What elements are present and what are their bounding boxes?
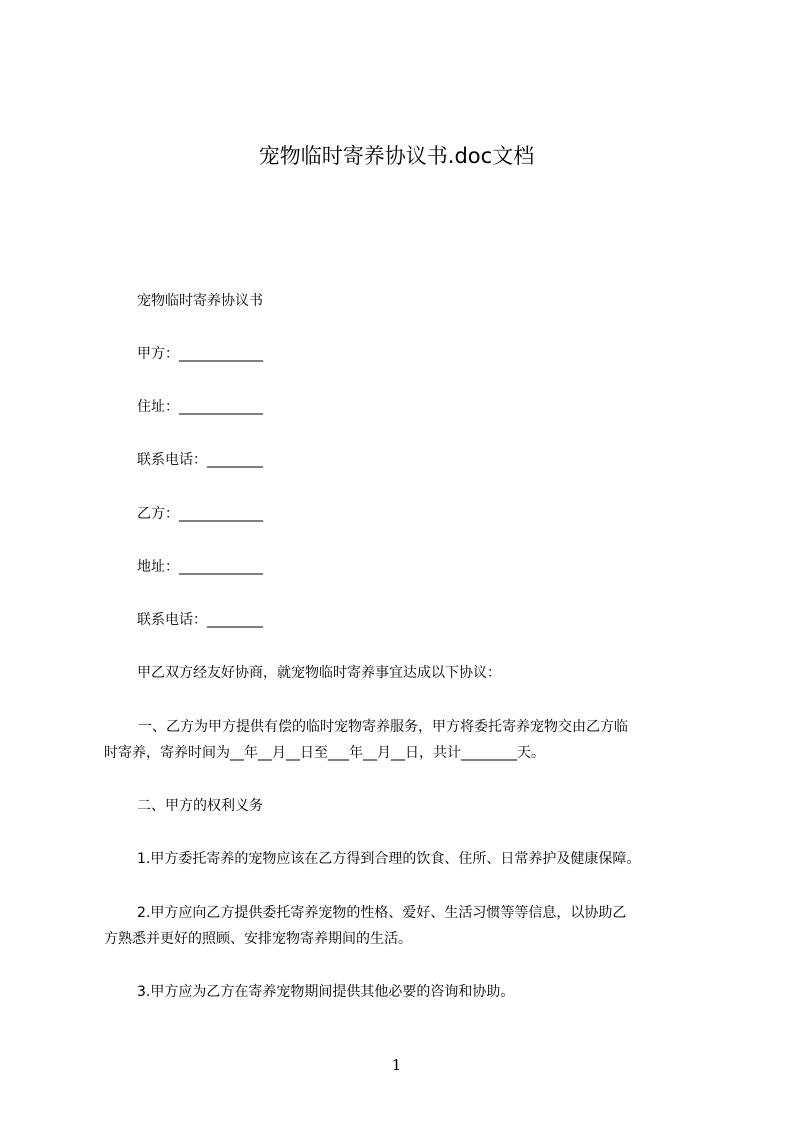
phone-b-field: 联系电话：________ — [137, 612, 263, 628]
party-a-field: 甲方：____________ — [137, 346, 263, 362]
address-a-field: 住址：____________ — [137, 399, 263, 415]
section-2-heading: 二、甲方的权利义务 — [137, 798, 263, 814]
clause-1-line-2: 时寄养，寄养时间为__年__月__日至___年__月__日，共计________天。 — [104, 745, 545, 761]
intro-paragraph: 甲乙双方经友好协商，就宠物临时寄养事宜达成以下协议： — [137, 665, 501, 681]
section-2-item-2-line-1: 2.甲方应向乙方提供委托寄养宠物的性格、爱好、生活习惯等等信息，以协助乙 — [137, 905, 627, 921]
phone-a-field: 联系电话：________ — [137, 452, 263, 468]
section-2-item-3: 3.甲方应为乙方在寄养宠物期间提供其他必要的咨询和协助。 — [137, 984, 515, 1000]
section-2-item-2-line-2: 方熟悉并更好的照顾、安排宠物寄养期间的生活。 — [104, 931, 412, 947]
document-title: 宠物临时寄养协议书.doc文档 — [258, 144, 535, 168]
agreement-heading: 宠物临时寄养协议书 — [137, 293, 263, 309]
address-b-field: 地址：____________ — [137, 559, 263, 575]
section-2-item-1: 1.甲方委托寄养的宠物应该在乙方得到合理的饮食、住所、日常养护及健康保障。 — [137, 851, 641, 867]
party-b-field: 乙方：____________ — [137, 506, 263, 522]
clause-1-line-1: 一、乙方为甲方提供有偿的临时宠物寄养服务，甲方将委托寄养宠物交由乙方临 — [138, 719, 628, 735]
page-number: 1 — [391, 1056, 402, 1074]
